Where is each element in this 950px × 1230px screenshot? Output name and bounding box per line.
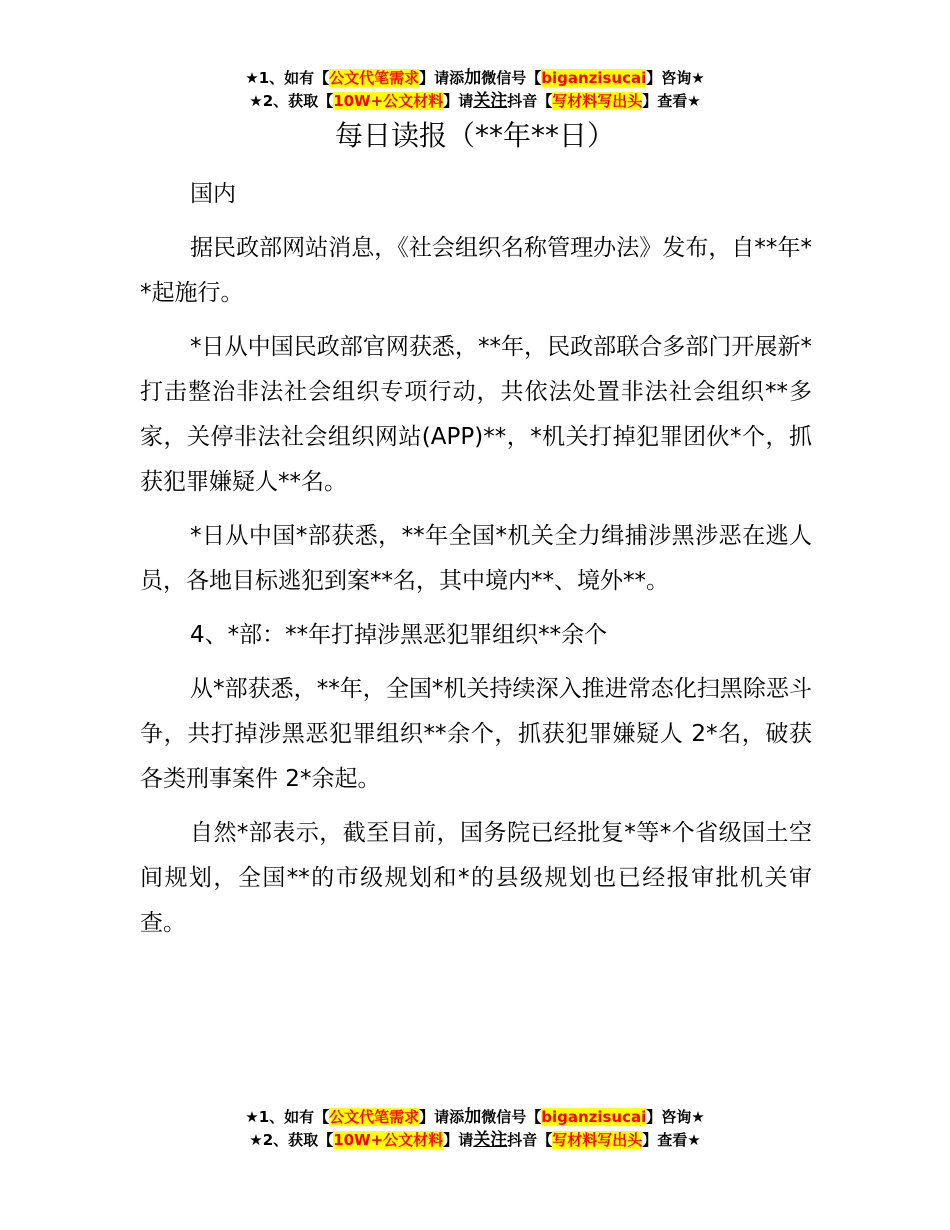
promo-text: 关注 — [473, 1130, 508, 1150]
promo-text: 微信号【 — [481, 1108, 542, 1126]
promo-highlight: 10W+公文材料 — [333, 1131, 444, 1149]
promo-highlight: 写材料写出头 — [552, 92, 643, 110]
promo-text: 】咨询★ — [646, 69, 705, 87]
promo-text: 微信号【 — [481, 69, 542, 87]
promo-text: ★2、获取【 — [249, 1131, 334, 1149]
promo-text: 加 — [464, 68, 482, 88]
paragraph: 据民政部网站消息，《社会组织名称管理办法》发布，自**年**起施行。 — [140, 235, 812, 306]
promo-text: 抖音【 — [507, 1131, 553, 1149]
promo-text: 抖音【 — [507, 92, 553, 110]
promo-text: ★1、如有【 — [245, 69, 330, 87]
promo-highlight: 10W+公文材料 — [333, 92, 444, 110]
promo-line-1 — [0, 1106, 950, 1129]
footer-promo-banner — [0, 1106, 950, 1152]
promo-text: 】请 — [443, 1131, 474, 1149]
header-promo-banner — [0, 67, 950, 113]
promo-text: ★2、获取【 — [249, 92, 334, 110]
promo-highlight: 公文代笔需求 — [329, 1108, 420, 1126]
promo-text: 】咨询★ — [646, 1108, 705, 1126]
promo-highlight: biganzisucai — [541, 1108, 647, 1126]
section-heading: 国内 — [190, 181, 236, 207]
promo-line-2 — [0, 1129, 950, 1152]
promo-highlight: 写材料写出头 — [552, 1131, 643, 1149]
promo-text: ★1、如有【 — [245, 1108, 330, 1126]
promo-text: 】查看★ — [642, 1131, 701, 1149]
document-title: 每日读报（**年**日） — [334, 119, 615, 152]
paragraph: 从*部获悉，**年，全国*机关持续深入推进常态化扫黑除恶斗争，共打掉涉黑恶犯罪组织**余个，抓获犯罪嫌疑人 2*名，破获各类刑事案件 2*余起。 — [140, 676, 812, 792]
promo-highlight: 公文代笔需求 — [329, 69, 420, 87]
promo-text: 】查看★ — [642, 92, 701, 110]
paragraph-heading: 4、*部：**年打掉涉黑恶犯罪组织**余个 — [190, 622, 608, 648]
promo-line-2 — [0, 90, 950, 113]
promo-text: 加 — [464, 1107, 482, 1127]
paragraph: 自然*部表示，截至目前，国务院已经批复*等*个省级国土空间规划，全国**的市级规划和*的县级规划也已经报审批机关审查。 — [140, 820, 812, 936]
promo-text: 关注 — [473, 91, 508, 111]
promo-text: 】请添 — [419, 69, 465, 87]
paragraph: *日从中国民政部官网获悉，**年，民政部联合多部门开展新*打击整治非法社会组织专项行动，共依法处置非法社会组织**多家，关停非法社会组织网站(APP)**，*机关打掉犯罪团伙*个，抓获犯罪嫌疑人**名。 — [140, 334, 812, 495]
promo-highlight: biganzisucai — [541, 69, 647, 87]
paragraph: *日从中国*部获悉，**年全国*机关全力缉捕涉黑涉恶在逃人员，各地目标逃犯到案**名，其中境内**、境外**。 — [140, 523, 812, 594]
promo-text: 】请 — [443, 92, 474, 110]
promo-text: 】请添 — [419, 1108, 465, 1126]
promo-line-1 — [0, 67, 950, 90]
document-body — [140, 172, 812, 955]
